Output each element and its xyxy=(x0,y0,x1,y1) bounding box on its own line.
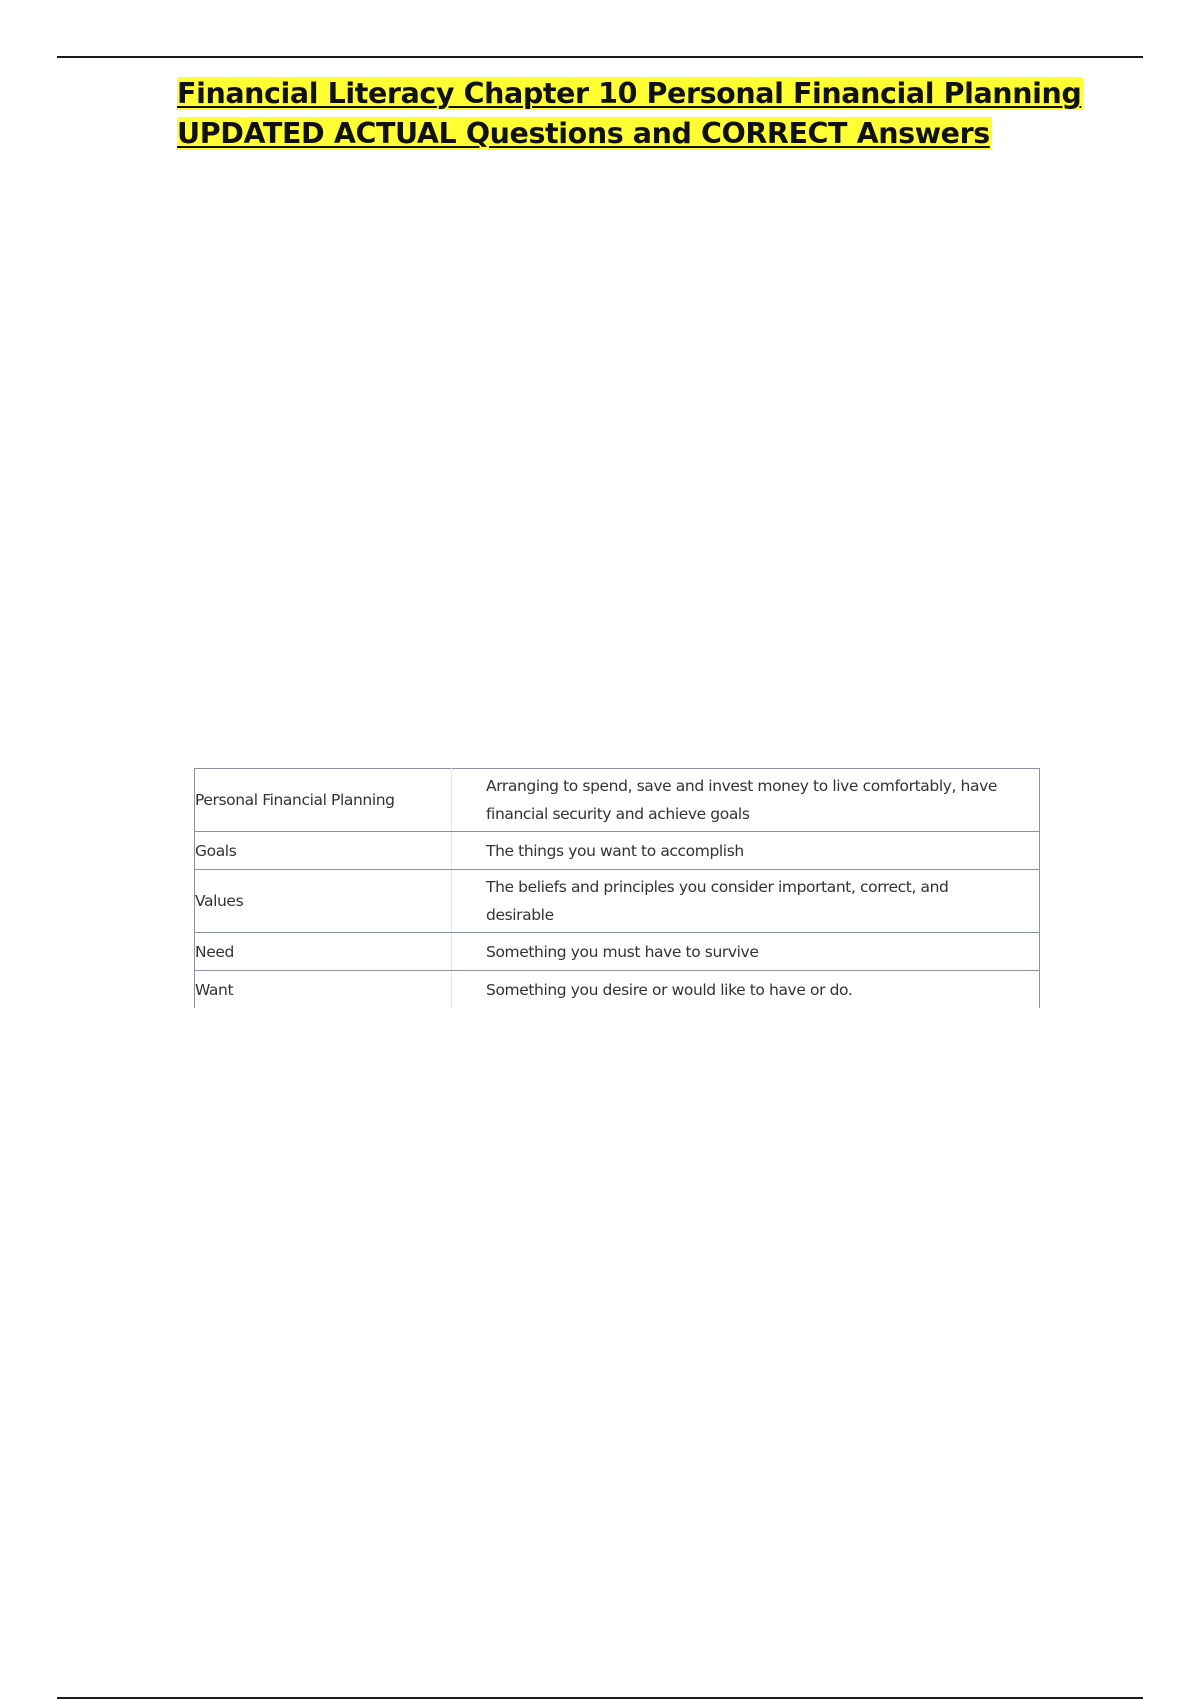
title-line-2: UPDATED ACTUAL Questions and CORRECT Answers xyxy=(177,117,990,150)
title-line-1: Financial Literacy Chapter 10 Personal Financial Planning xyxy=(177,77,1082,110)
definition-cell: Arranging to spend, save and invest money to live comfortably, have financial security and achieve goals xyxy=(452,769,1040,832)
definition-cell: Something you must have to survive xyxy=(452,933,1040,971)
table-row xyxy=(195,832,1040,870)
table-row xyxy=(195,870,1040,933)
footer-rule xyxy=(57,1697,1143,1699)
definition-cell: The things you want to accomplish xyxy=(452,832,1040,870)
table-row xyxy=(195,971,1040,1009)
table-row xyxy=(195,933,1040,971)
term-cell: Goals xyxy=(195,832,452,870)
term-cell: Values xyxy=(195,870,452,933)
term-cell: Need xyxy=(195,933,452,971)
definition-cell: The beliefs and principles you consider important, correct, and desirable xyxy=(452,870,1040,933)
term-cell: Personal Financial Planning xyxy=(195,769,452,832)
document-title xyxy=(177,74,1082,154)
terms-table xyxy=(194,768,1040,1008)
table-row xyxy=(195,769,1040,832)
definition-cell: Something you desire or would like to have or do. xyxy=(452,971,1040,1009)
term-cell: Want xyxy=(195,971,452,1009)
header-rule xyxy=(57,56,1143,58)
